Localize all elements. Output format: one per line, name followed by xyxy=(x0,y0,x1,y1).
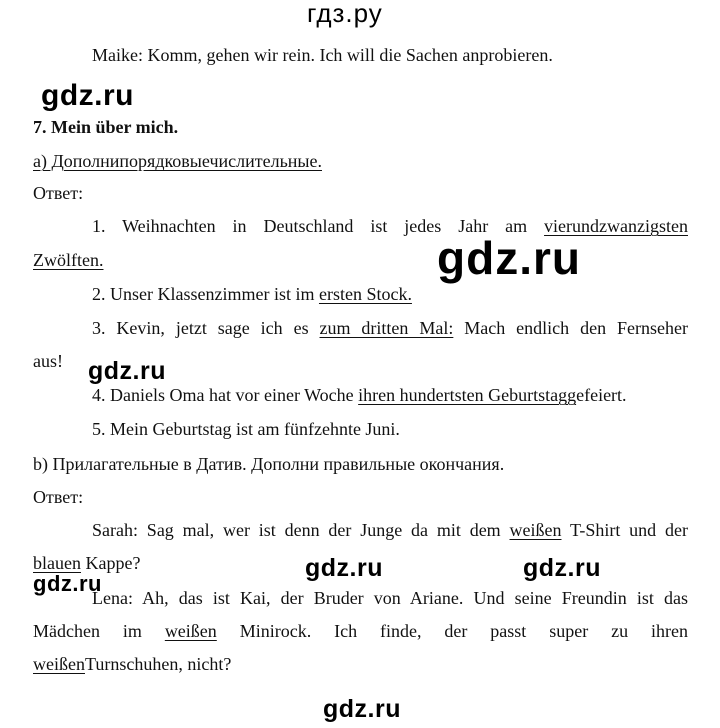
section-title: 7. Mein über mich. xyxy=(33,117,179,137)
item-4-text: 4. Daniels Oma hat vor einer Woche xyxy=(92,385,359,405)
part-a-answer-label: Ответ: xyxy=(33,183,84,203)
item-3-text: 3. Kevin, jetzt sage ich es xyxy=(92,318,320,338)
part-a-item-2 xyxy=(92,283,412,305)
item-2-text: 2. Unser Klassenzimmer ist im xyxy=(92,284,319,304)
lena-text-3: Turnschuhen, nicht? xyxy=(84,654,232,674)
part-a-item-5: 5. Mein Geburtstag ist am fünfzehnte Juni. xyxy=(92,419,400,439)
lena-answer-2: weißen xyxy=(33,654,85,674)
item-2-answer: ersten Stock. xyxy=(318,284,412,304)
sarah-answer-2: blauen xyxy=(33,553,81,573)
lena-text: Mädchen im xyxy=(33,621,165,641)
item-1-answer: vierundzwanzigsten xyxy=(544,216,688,236)
part-b-heading: b) Прилагательные в Датив. Дополни правильные окончания. xyxy=(33,454,505,474)
watermark-4: gdz.ru xyxy=(305,554,383,582)
item-4-answer: ihren hundertsten Geburtstagg xyxy=(358,385,577,405)
item-1-answer-continued: Zwölften. xyxy=(33,250,104,270)
watermark-6: gdz.ru xyxy=(33,571,102,596)
sarah-text-2: Kappe? xyxy=(80,553,141,573)
sarah-line-1 xyxy=(92,519,688,541)
intro-line: Maike: Komm, gehen wir rein. Ich will die Sachen anprobieren. xyxy=(92,45,553,65)
item-3-continued: aus! xyxy=(33,351,63,371)
item-3-text-end: Mach endlich den Fernseher xyxy=(453,318,688,338)
part-a-item-4 xyxy=(92,384,627,406)
sarah-text-end: T-Shirt und der xyxy=(561,520,688,540)
watermark-bottom: gdz.ru xyxy=(323,695,401,723)
part-a-item-1 xyxy=(92,215,688,237)
lena-text-end: Minirock. Ich finde, der passt super zu ihren xyxy=(216,621,689,641)
lena-line-1: Lena: Ah, das ist Kai, der Bruder von Ariane. Und seine Freundin ist das xyxy=(92,588,688,608)
watermark-3: gdz.ru xyxy=(88,357,166,385)
lena-answer-1: weißen xyxy=(164,621,217,641)
part-a-item-3 xyxy=(92,317,688,339)
watermark-5: gdz.ru xyxy=(523,554,601,582)
sarah-text: Sarah: Sag mal, wer ist denn der Junge da mit dem xyxy=(92,520,510,540)
item-1-text: 1. Weihnachten in Deutschland ist jedes Jahr am xyxy=(92,216,545,236)
lena-line-2 xyxy=(33,620,688,642)
watermark-2: gdz.ru xyxy=(437,232,581,284)
part-a-heading: а) Дополнипорядковыечислительные. xyxy=(33,151,322,171)
site-watermark-top: гдз.ру xyxy=(307,0,383,28)
lena-line-3 xyxy=(33,653,231,675)
sarah-answer-1: weißen xyxy=(509,520,562,540)
item-3-answer: zum dritten Mal: xyxy=(319,318,454,338)
part-b-answer-label: Ответ: xyxy=(33,487,84,507)
watermark-1: gdz.ru xyxy=(41,79,134,112)
item-4-text-end: efeiert. xyxy=(576,385,627,405)
